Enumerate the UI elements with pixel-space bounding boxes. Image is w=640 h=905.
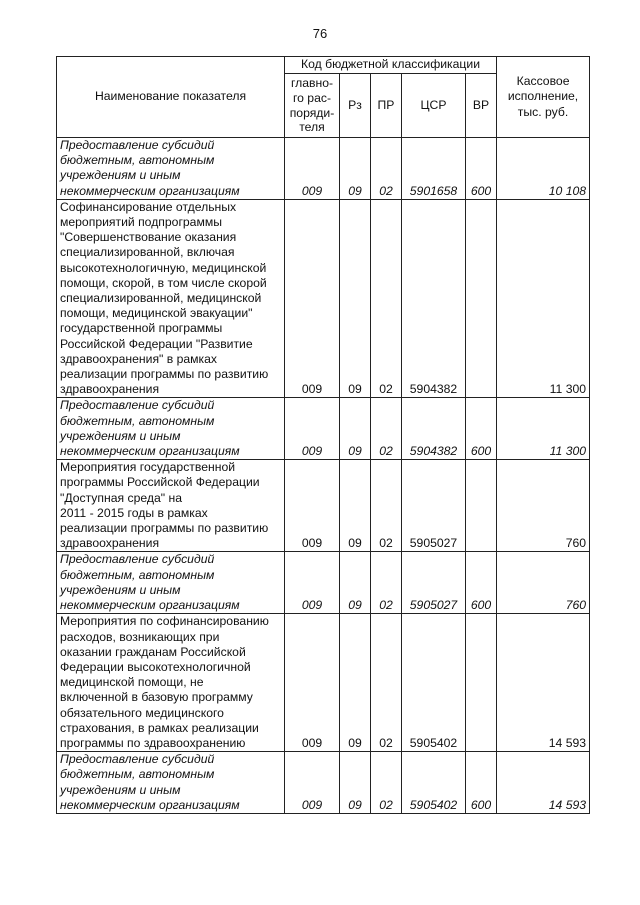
row-pr-cell: 02 [371, 138, 402, 200]
row-pr-cell: 02 [371, 552, 402, 614]
row-glav-cell: 009 [285, 752, 340, 814]
row-pr-cell: 02 [371, 398, 402, 460]
row-vr-cell [466, 199, 497, 398]
row-name-cell: Предоставление субсидий бюджетным, автономным учреждениям и иным некоммерческим организациям [57, 138, 285, 200]
row-rz-cell: 09 [340, 460, 371, 552]
row-glav-cell: 009 [285, 460, 340, 552]
header-csr: ЦСР [402, 74, 466, 138]
row-vr-cell: 600 [466, 138, 497, 200]
row-glav-cell: 009 [285, 199, 340, 398]
row-rz-cell: 09 [340, 552, 371, 614]
row-vr-cell: 600 [466, 552, 497, 614]
row-csr-cell: 5905402 [402, 614, 466, 752]
row-amount-cell: 760 [497, 460, 590, 552]
row-glav-cell: 009 [285, 138, 340, 200]
row-name-cell: Мероприятия государственной программы Российской Федерации "Доступная среда" на 2011 - 2015 годы в рамках реализации программы по развитию здравоохранения [57, 460, 285, 552]
header-classification-group: Код бюджетной классификации [285, 57, 497, 74]
header-rz: Рз [340, 74, 371, 138]
row-csr-cell: 5905402 [402, 752, 466, 814]
row-vr-cell [466, 614, 497, 752]
header-vr: ВР [466, 74, 497, 138]
header-amount: Кассовое исполнение, тыс. руб. [497, 57, 590, 138]
row-csr-cell: 5905027 [402, 460, 466, 552]
row-pr-cell: 02 [371, 614, 402, 752]
header-pr: ПР [371, 74, 402, 138]
header-name: Наименование показателя [57, 57, 285, 138]
row-vr-cell: 600 [466, 752, 497, 814]
row-pr-cell: 02 [371, 460, 402, 552]
table-row [57, 199, 590, 398]
table-row [57, 398, 590, 460]
row-pr-cell: 02 [371, 752, 402, 814]
row-csr-cell: 5904382 [402, 199, 466, 398]
table-row [57, 552, 590, 614]
row-csr-cell: 5905027 [402, 552, 466, 614]
row-pr-cell: 02 [371, 199, 402, 398]
row-amount-cell: 11 300 [497, 199, 590, 398]
table-row [57, 614, 590, 752]
table-body [57, 138, 590, 814]
row-vr-cell [466, 460, 497, 552]
row-name-cell: Предоставление субсидий бюджетным, автономным учреждениям и иным некоммерческим организациям [57, 398, 285, 460]
row-csr-cell: 5901658 [402, 138, 466, 200]
table-row [57, 138, 590, 200]
table-row [57, 752, 590, 814]
row-rz-cell: 09 [340, 199, 371, 398]
row-amount-cell: 11 300 [497, 398, 590, 460]
row-name-cell: Предоставление субсидий бюджетным, автономным учреждениям и иным некоммерческим организациям [57, 752, 285, 814]
row-vr-cell: 600 [466, 398, 497, 460]
header-glav: главно- го рас- поряди- теля [285, 74, 340, 138]
row-name-cell: Предоставление субсидий бюджетным, автономным учреждениям и иным некоммерческим организациям [57, 552, 285, 614]
table-row [57, 460, 590, 552]
row-amount-cell: 14 593 [497, 614, 590, 752]
row-name-cell: Софинансирование отдельных мероприятий подпрограммы "Совершенствование оказания специализированной, включая высокотехнологичную, медицинской помощи, скорой, в том числе скорой специализированной, медицинской помощи, медицинской эвакуации" государственной программы Российской Федерации "Развитие здравоохранения" в рамках реализации программы по развитию здравоохранения [57, 199, 285, 398]
row-rz-cell: 09 [340, 398, 371, 460]
row-rz-cell: 09 [340, 138, 371, 200]
row-amount-cell: 760 [497, 552, 590, 614]
page-number: 76 [312, 26, 328, 41]
row-name-cell: Мероприятия по софинансированию расходов, возникающих при оказании гражданам Российской Федерации высокотехнологичной медицинской помощи, не включенной в базовую программу обязательного медицинского страхования, в рамках реализации программы по здравоохранению [57, 614, 285, 752]
row-amount-cell: 10 108 [497, 138, 590, 200]
row-csr-cell: 5904382 [402, 398, 466, 460]
row-glav-cell: 009 [285, 552, 340, 614]
row-glav-cell: 009 [285, 398, 340, 460]
row-glav-cell: 009 [285, 614, 340, 752]
budget-table [56, 56, 590, 814]
row-rz-cell: 09 [340, 614, 371, 752]
row-rz-cell: 09 [340, 752, 371, 814]
row-amount-cell: 14 593 [497, 752, 590, 814]
